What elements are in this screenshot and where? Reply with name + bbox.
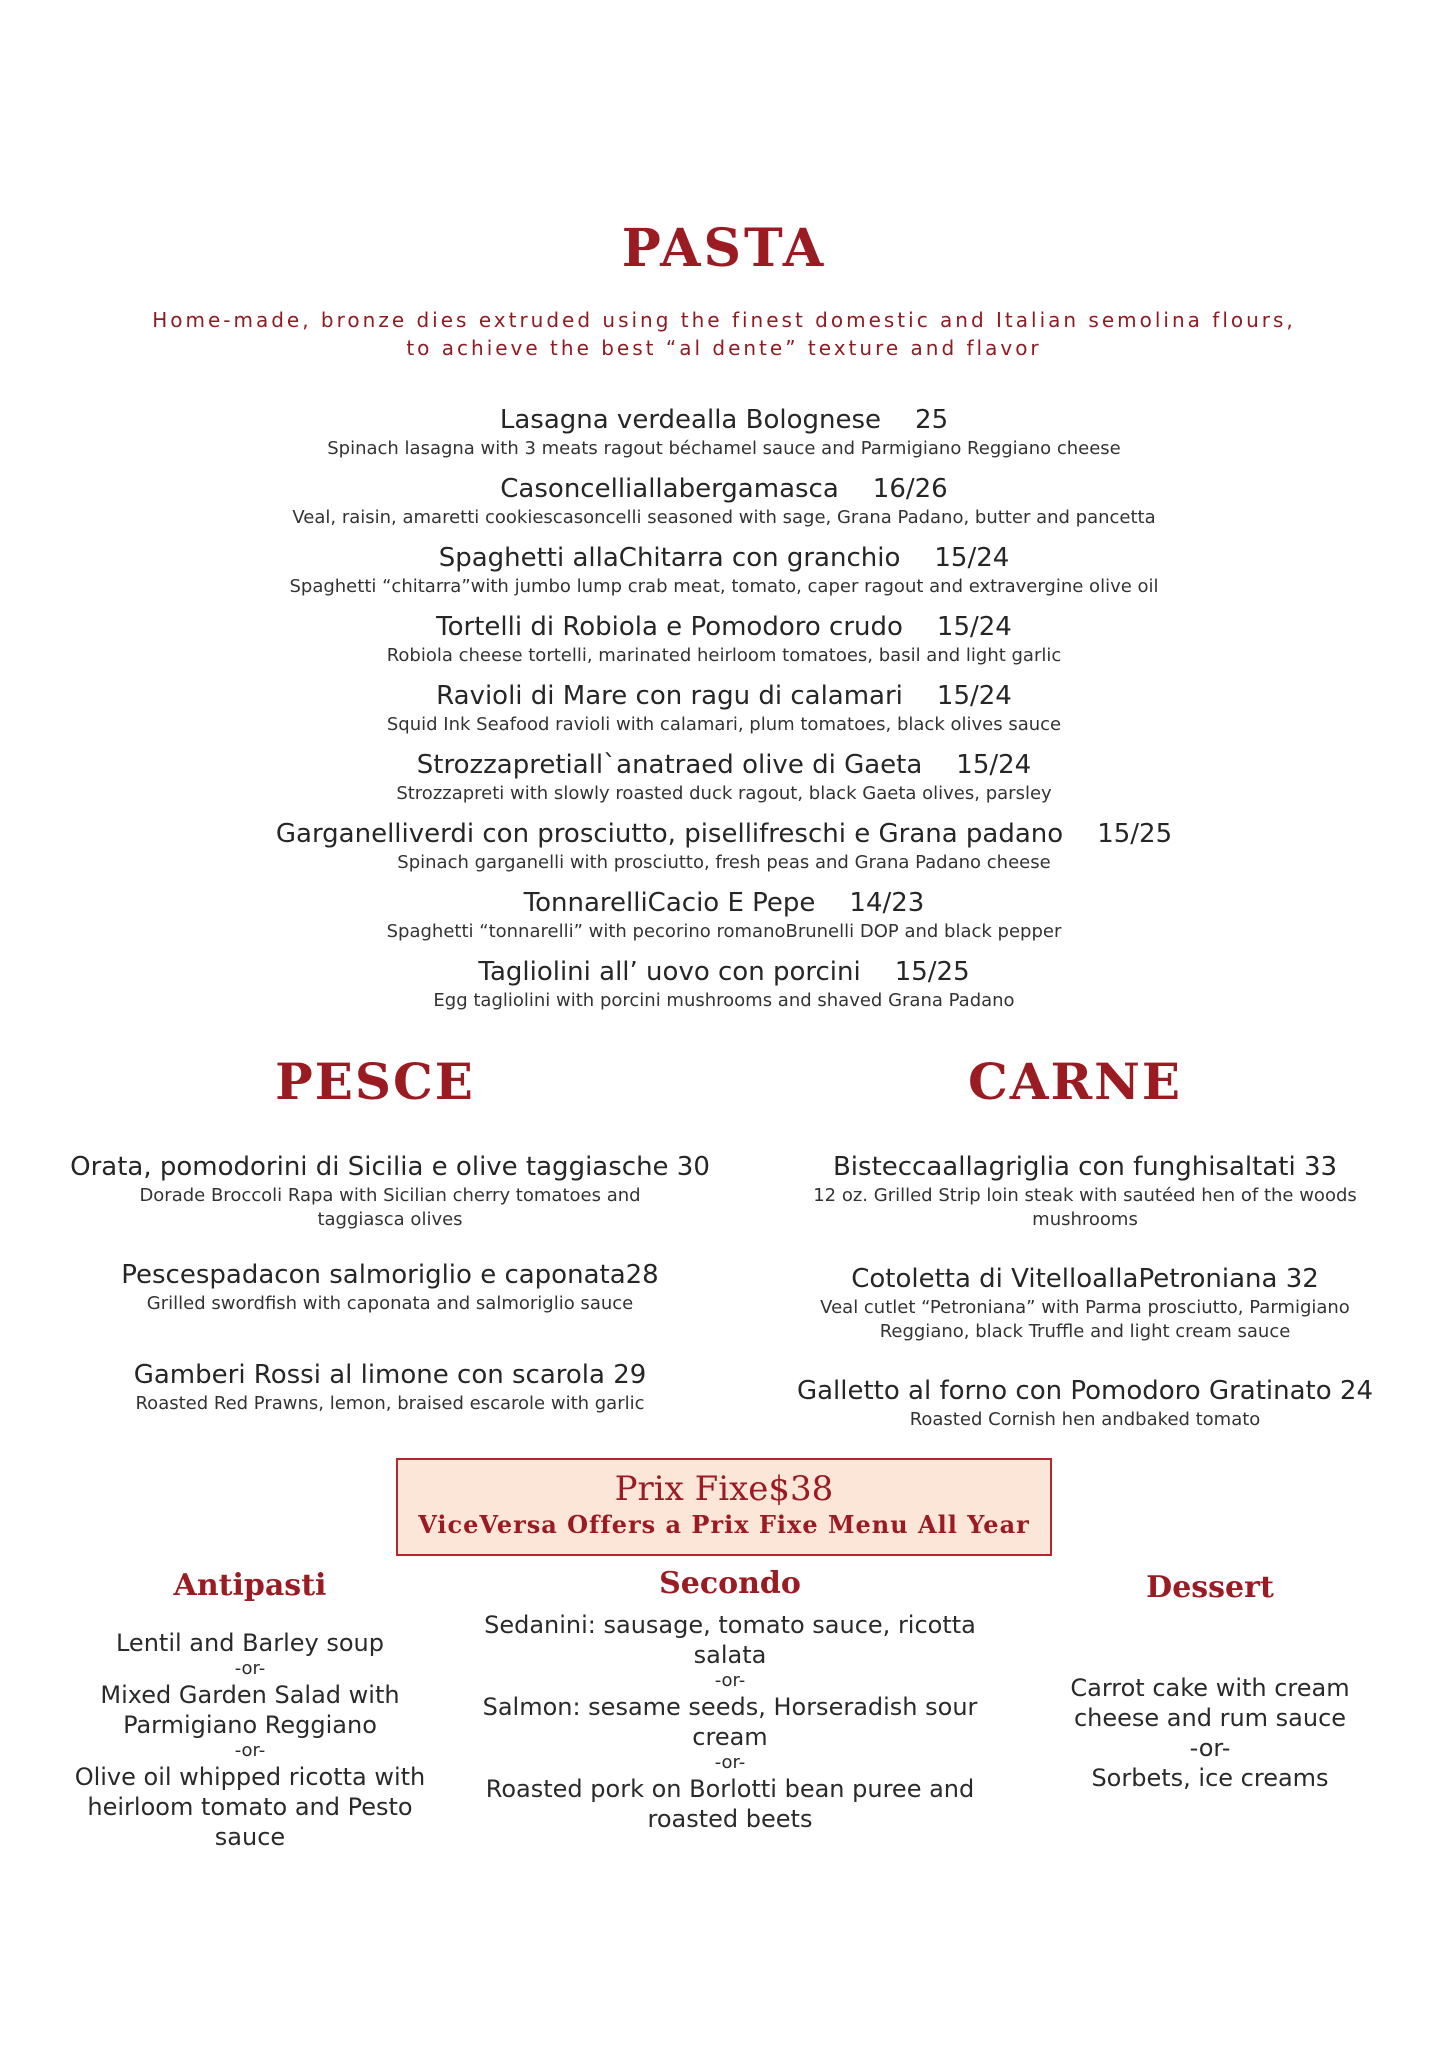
course-option: Sedanini: sausage, tomato sauce, ricotta salata: [484, 1611, 976, 1669]
or-separator: -or-: [1189, 1734, 1231, 1762]
dish-description: Spinach lasagna with 3 meats ragout béchamel sauce and Parmigiano Reggiano cheese: [327, 438, 1121, 459]
dish-description: Strozzapreti with slowly roasted duck ragout, black Gaeta olives, parsley: [396, 783, 1052, 804]
pasta-item: [0, 954, 1448, 1023]
carne-item: [740, 1374, 1430, 1432]
carne-item: [740, 1150, 1430, 1232]
dish-description: Spaghetti “tonnarelli” with pecorino romanoBrunelli DOP and black pepper: [386, 921, 1062, 942]
dish-price: 15/24: [936, 612, 1012, 642]
dish-description: Veal, raisin, amaretti cookiescasoncelli seasoned with sage, Grana Padano, butter and pancetta: [292, 507, 1156, 528]
secondo-title: Secondo: [659, 1566, 801, 1601]
dish-name: Tagliolini all’ uovo con porcini: [478, 957, 861, 987]
dish-description: 12 oz. Grilled Strip loin steak with sautéed hen of the woods mushrooms: [813, 1185, 1357, 1230]
or-separator: -or-: [234, 1658, 266, 1679]
dish-name: Lasagna verdealla Bolognese: [499, 405, 882, 435]
dish-price: 15/24: [934, 543, 1010, 573]
dish-name: Pescespadacon salmoriglio e caponata28: [121, 1260, 659, 1290]
pasta-menu-list: [0, 402, 1448, 1023]
dish-name: Strozzapretiall`anatraed olive di Gaeta: [416, 750, 923, 780]
pasta-subtitle-line-2: to achieve the best “al dente” texture and flavor: [406, 336, 1042, 360]
pasta-item: [0, 885, 1448, 954]
dish-description: Roasted Red Prawns, lemon, braised escarole with garlic: [135, 1393, 645, 1414]
pesce-item: [40, 1358, 740, 1416]
course-option: Sorbets, ice creams: [1091, 1764, 1329, 1792]
dish-name: Tortelli di Robiola e Pomodoro crudo: [436, 612, 903, 642]
dish-name: Ravioli di Mare con ragu di calamari: [436, 681, 903, 711]
dessert-title: Dessert: [1146, 1570, 1274, 1605]
dish-name: Bisteccaallagriglia con funghisaltati 33: [832, 1152, 1338, 1182]
prix-fixe-subtitle: ViceVersa Offers a Prix Fixe Menu All Year: [418, 1510, 1030, 1539]
prix-fixe-title: Prix Fixe$38: [614, 1469, 834, 1509]
course-option: Lentil and Barley soup: [115, 1629, 385, 1657]
course-option: Mixed Garden Salad with Parmigiano Reggiano: [100, 1681, 400, 1739]
course-option: Roasted pork on Borlotti bean puree and roasted beets: [485, 1775, 975, 1833]
dish-price: 16/26: [872, 474, 948, 504]
pasta-item: [0, 471, 1448, 540]
secondo-options: [470, 1610, 990, 1834]
pasta-item: [0, 816, 1448, 885]
pasta-item: [0, 402, 1448, 471]
pasta-subtitle-line-1: Home-made, bronze dies extruded using the finest domestic and Italian semolina flours,: [152, 308, 1296, 332]
dessert-options: [1030, 1673, 1390, 1793]
dish-name: Garganelliverdi con prosciutto, pisellifreschi e Grana padano: [275, 819, 1064, 849]
pasta-item: [0, 540, 1448, 609]
dish-description: Dorade Broccoli Rapa with Sicilian cherry tomatoes and taggiasca olives: [139, 1185, 641, 1230]
course-option: Salmon: sesame seeds, Horseradish sour cream: [482, 1693, 978, 1751]
pasta-item: [0, 609, 1448, 678]
dish-description: Robiola cheese tortelli, marinated heirloom tomatoes, basil and light garlic: [386, 645, 1062, 666]
dish-description: Egg tagliolini with porcini mushrooms and shaved Grana Padano: [433, 990, 1015, 1011]
dish-description: Squid Ink Seafood ravioli with calamari, plum tomatoes, black olives sauce: [386, 714, 1062, 735]
dish-price: 25: [915, 405, 949, 435]
dish-price: 14/23: [849, 888, 925, 918]
dish-name: TonnarelliCacio E Pepe: [523, 888, 816, 918]
pesce-section-title: PESCE: [275, 1052, 475, 1111]
or-separator: -or-: [714, 1752, 746, 1773]
dish-price: 15/25: [894, 957, 970, 987]
dish-description: Veal cutlet “Petroniana” with Parma prosciutto, Parmigiano Reggiano, black Truffle and light cream sauce: [820, 1297, 1350, 1342]
dish-name: Galletto al forno con Pomodoro Gratinato 24: [796, 1376, 1374, 1406]
pesce-menu-list: [40, 1150, 740, 1416]
pasta-item: [0, 747, 1448, 816]
pasta-item: [0, 678, 1448, 747]
pesce-item: [40, 1258, 740, 1316]
dish-name: Cotoletta di VitelloallaPetroniana 32: [851, 1264, 1319, 1294]
pasta-subtitle: [0, 306, 1448, 362]
antipasti-title: Antipasti: [173, 1568, 327, 1603]
dish-description: Roasted Cornish hen andbaked tomato: [909, 1409, 1261, 1430]
dish-description: Spaghetti “chitarra”with jumbo lump crab meat, tomato, caper ragout and extravergine olive oil: [289, 576, 1159, 597]
course-option: Carrot cake with cream cheese and rum sauce: [1070, 1674, 1350, 1732]
antipasti-options: [60, 1628, 440, 1852]
carne-menu-list: [740, 1150, 1430, 1432]
dish-price: 15/24: [936, 681, 1012, 711]
dish-name: Spaghetti allaChitarra con granchio: [438, 543, 901, 573]
carne-section-title: CARNE: [968, 1052, 1182, 1111]
dish-price: 15/24: [956, 750, 1032, 780]
carne-item: [740, 1262, 1430, 1344]
dish-name: Casoncelliallabergamasca: [500, 474, 839, 504]
dish-description: Spinach garganelli with prosciutto, fresh peas and Grana Padano cheese: [397, 852, 1051, 873]
pasta-section-title: PASTA: [621, 218, 827, 279]
course-option: Olive oil whipped ricotta with heirloom tomato and Pesto sauce: [74, 1763, 426, 1851]
or-separator: -or-: [714, 1670, 746, 1691]
dish-description: Grilled swordfish with caponata and salmoriglio sauce: [146, 1293, 634, 1314]
prix-fixe-box: [396, 1458, 1052, 1556]
dish-price: 15/25: [1097, 819, 1173, 849]
or-separator: -or-: [234, 1740, 266, 1761]
dish-name: Gamberi Rossi al limone con scarola 29: [133, 1360, 647, 1390]
dish-name: Orata, pomodorini di Sicilia e olive taggiasche 30: [70, 1152, 710, 1182]
pesce-item: [40, 1150, 740, 1232]
